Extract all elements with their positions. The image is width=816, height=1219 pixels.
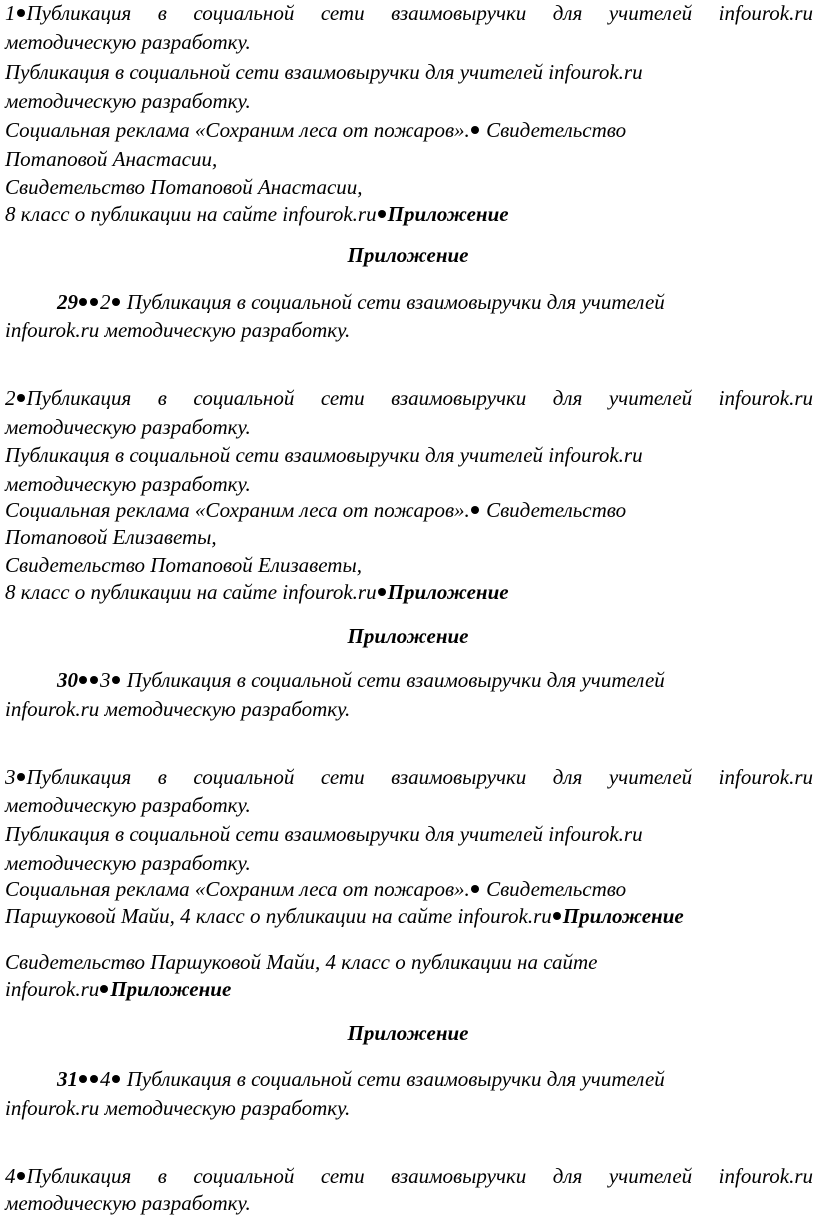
block2-line6: Потаповой Елизаветы,	[5, 525, 217, 549]
item30-line1: 30 3 Публикация в социальной сети взаимовыручки для учителей	[57, 668, 665, 692]
appendix-link-text: Приложение	[387, 580, 509, 604]
bullet-icon	[79, 1075, 87, 1083]
block2-line4: методическую разработку.	[5, 472, 251, 496]
bullet-icon	[378, 588, 386, 596]
paragraph-text: Публикация в социальной сети взаимовыручки для учителей infourok.ru	[26, 1164, 813, 1188]
bullet-icon	[471, 126, 479, 134]
appendix-heading: Приложение	[347, 624, 469, 648]
block1-line1	[5, 0, 813, 27]
bullet-icon	[17, 9, 25, 17]
block2-line7: Свидетельство Потаповой Елизаветы,	[5, 553, 362, 577]
block3-line3: Публикация в социальной сети взаимовыручки для учителей infourok.ru	[5, 822, 643, 846]
bullet-icon	[17, 773, 25, 781]
block2-line1	[5, 384, 813, 412]
block3-line1	[5, 763, 813, 791]
item30-line2: infourok.ru методическую разработку.	[5, 697, 351, 721]
item-number: 3	[5, 765, 16, 789]
paragraph-text: Публикация в социальной сети взаимовыручки для учителей infourok.ru	[26, 1, 813, 25]
appendix-link-text: Приложение	[562, 904, 684, 928]
block2-line2: методическую разработку.	[5, 415, 251, 439]
bullet-icon	[553, 912, 561, 920]
bullet-icon	[79, 676, 87, 684]
block3-line4: методическую разработку.	[5, 851, 251, 875]
bullet-icon	[17, 394, 25, 402]
item29-line2: infourok.ru методическую разработку.	[5, 318, 351, 342]
bullet-icon	[17, 1172, 25, 1180]
block3-line5: Социальная реклама «Сохраним леса от пожаров». Свидетельство	[5, 877, 627, 901]
block4-line1	[5, 1162, 813, 1190]
bullet-icon	[90, 298, 98, 306]
bullet-icon	[90, 1075, 98, 1083]
block1-line7: Свидетельство Потаповой Анастасии,	[5, 175, 363, 199]
appendix-link-text: Приложение	[387, 202, 509, 226]
block4-line2: методическую разработку.	[5, 1191, 251, 1215]
appendix-heading: Приложение	[347, 243, 469, 267]
block1-line6: Потаповой Анастасии,	[5, 147, 218, 171]
block1-line3: Публикация в социальной сети взаимовыручки для учителей infourok.ru	[5, 60, 643, 84]
block2-line8: 8 класс о публикации на сайте infourok.ru Приложение	[5, 580, 509, 604]
block1-line5: Социальная реклама «Сохраним леса от пожаров». Свидетельство	[5, 118, 627, 142]
block1-line8: 8 класс о публикации на сайте infourok.ru Приложение	[5, 202, 509, 226]
bullet-icon	[378, 210, 386, 218]
bullet-icon	[471, 506, 479, 514]
block1-line4: методическую разработку.	[5, 89, 251, 113]
bullet-icon	[112, 1075, 120, 1083]
paragraph-text: Публикация в социальной сети взаимовыручки для учителей infourok.ru	[26, 386, 813, 410]
item-number: 2	[5, 386, 16, 410]
bullet-icon	[112, 676, 120, 684]
block3-line2: методическую разработку.	[5, 793, 251, 817]
bullet-icon	[471, 885, 479, 893]
block1-line2: методическую разработку.	[5, 30, 251, 54]
item31-line1: 31 4 Публикация в социальной сети взаимовыручки для учителей	[57, 1067, 665, 1091]
paragraph-text: Публикация в социальной сети взаимовыручки для учителей infourok.ru	[26, 765, 813, 789]
block3-line6: Паршуковой Майи, 4 класс о публикации на сайте infourok.ru Приложение	[5, 904, 684, 928]
bullet-icon	[79, 298, 87, 306]
block3-line7: Свидетельство Паршуковой Майи, 4 класс о публикации на сайте	[5, 950, 598, 974]
item-number: 1	[5, 1, 16, 25]
bullet-icon	[90, 676, 98, 684]
item-number: 4	[5, 1164, 16, 1188]
block2-line5: Социальная реклама «Сохраним леса от пожаров». Свидетельство	[5, 498, 627, 522]
bullet-icon	[112, 298, 120, 306]
block2-line3: Публикация в социальной сети взаимовыручки для учителей infourok.ru	[5, 443, 643, 467]
item29-line1: 29 2 Публикация в социальной сети взаимовыручки для учителей	[57, 290, 665, 314]
block3-line8: infourok.ru Приложение	[5, 977, 232, 1001]
item31-line2: infourok.ru методическую разработку.	[5, 1096, 351, 1120]
appendix-heading: Приложение	[347, 1021, 469, 1045]
bullet-icon	[100, 985, 108, 993]
appendix-link-text: Приложение	[110, 977, 232, 1001]
